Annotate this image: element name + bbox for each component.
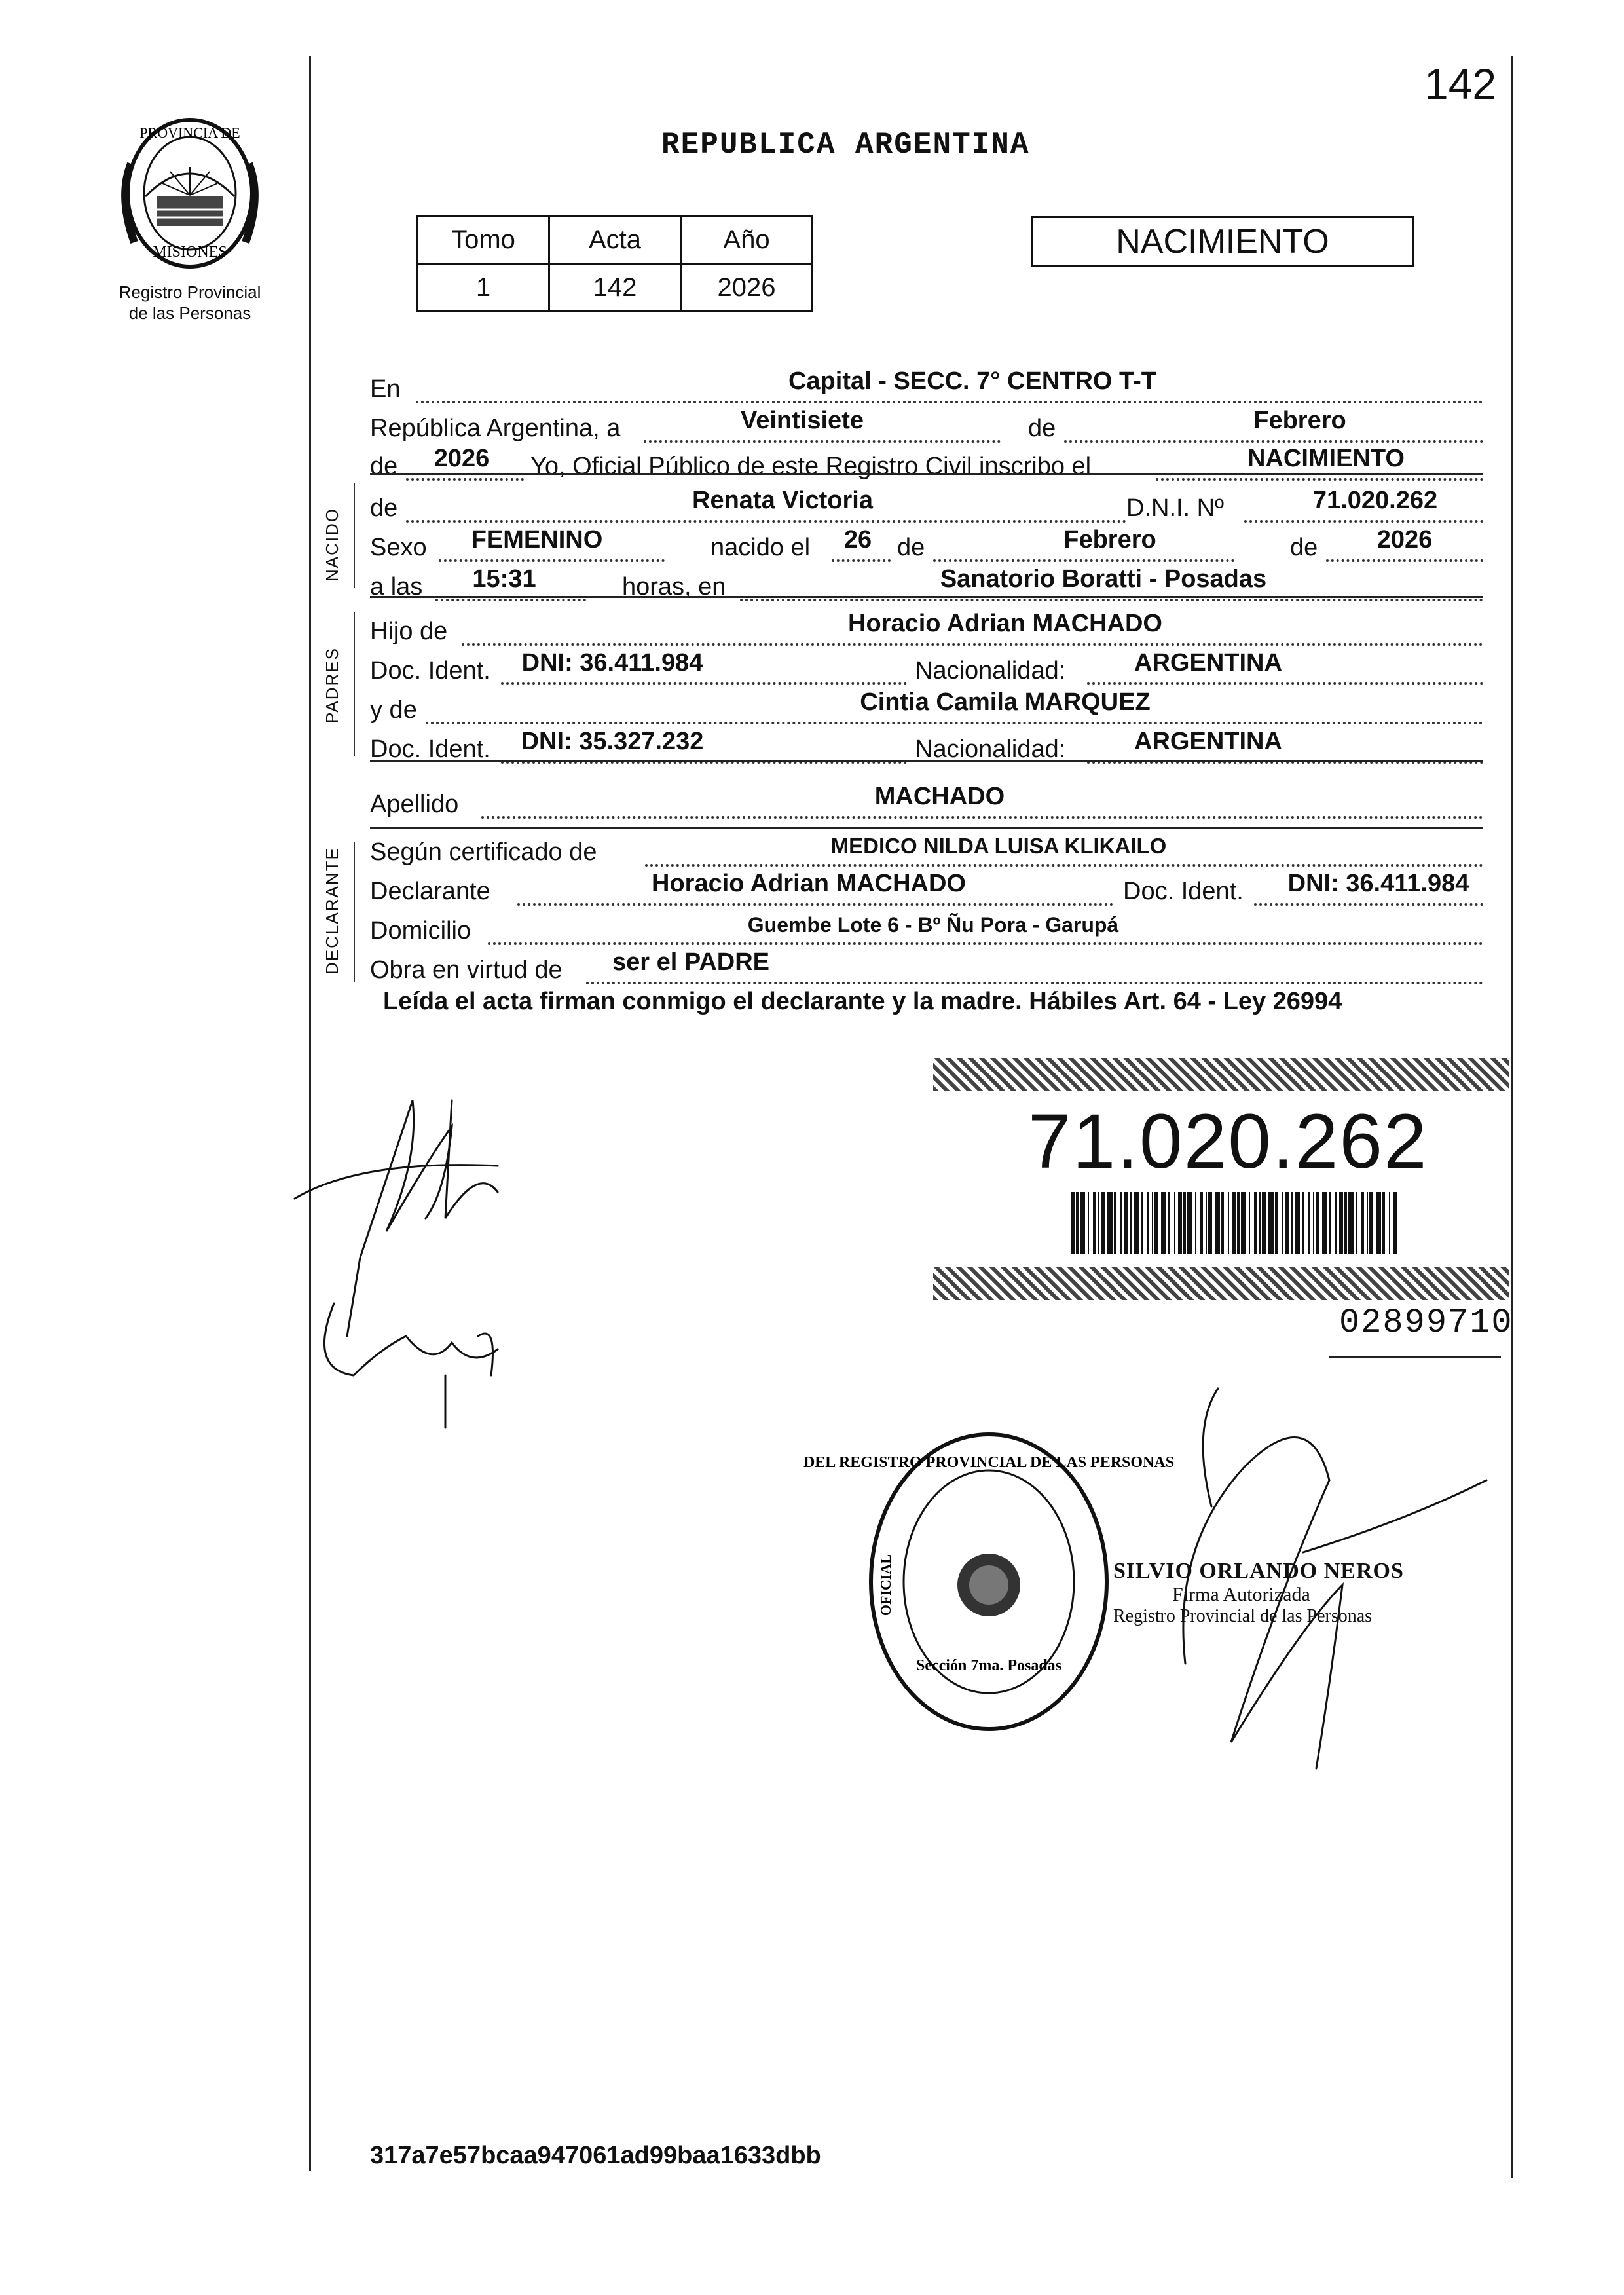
certificado-label: Según certificado de <box>370 838 597 866</box>
side-label-declarante: DECLARANTE <box>322 847 342 975</box>
section-divider <box>370 473 1483 475</box>
madre-value: Cintia Camila MARQUEZ <box>860 688 1151 716</box>
y-de-label: y de <box>370 696 417 724</box>
de-label-5: de <box>1290 534 1318 561</box>
barcode-bar <box>1282 1192 1283 1254</box>
obra-label: Obra en virtud de <box>370 956 563 984</box>
barcode-bar <box>1339 1192 1343 1254</box>
lugar-nacimiento-value: Sanatorio Boratti - Posadas <box>940 565 1267 593</box>
madre-doc-value: DNI: 35.327.232 <box>521 728 704 755</box>
certificado-value: MEDICO NILDA LUISA KLIKAILO <box>830 834 1167 858</box>
barcode-bar <box>1208 1192 1212 1254</box>
barcode-bar <box>1076 1192 1079 1254</box>
form-serial-number: 02899710 <box>1339 1303 1513 1342</box>
barcode-bar <box>1221 1192 1224 1254</box>
barcode-bar <box>1071 1192 1075 1254</box>
logo-text-bottom: MISIONES <box>153 244 227 261</box>
barcode-bar <box>1080 1192 1085 1254</box>
barcode-bar <box>1285 1192 1289 1254</box>
barcode-bar <box>1376 1192 1381 1254</box>
barcode-bar <box>1187 1192 1192 1254</box>
barcode-bar <box>1152 1192 1153 1254</box>
nacido-bracket <box>354 483 355 588</box>
padre-nac-value: ARGENTINA <box>1134 649 1282 677</box>
table-value-anio: 2026 <box>681 264 813 312</box>
barcode-bar <box>1183 1192 1186 1254</box>
lugar-value: Capital - SECC. 7° CENTRO T-T <box>788 367 1157 395</box>
declarante-bracket <box>354 842 355 982</box>
row-oficial <box>370 443 1483 485</box>
barcode-bar <box>1254 1192 1257 1254</box>
mes-value: Febrero <box>1253 407 1346 434</box>
section-divider <box>370 760 1483 762</box>
barcode-bar <box>1161 1192 1166 1254</box>
barcode-bar <box>1088 1192 1089 1254</box>
logo-text-top: PROVINCIA DE <box>139 124 240 141</box>
dni-value: 71.020.262 <box>1312 487 1438 514</box>
row-nombre <box>370 485 1483 527</box>
nacido-mes-value: Febrero <box>1063 526 1156 553</box>
barcode-bar <box>1107 1192 1113 1254</box>
barcode-bar <box>1124 1192 1128 1254</box>
nombre-value: Renata Victoria <box>692 487 873 514</box>
barcode-bar <box>1237 1192 1240 1254</box>
barcode-bar <box>1114 1192 1116 1254</box>
barcode-bar <box>1141 1192 1143 1254</box>
security-pattern-top <box>933 1058 1509 1091</box>
row-sexo <box>370 524 1483 566</box>
barcode-bar <box>1098 1192 1099 1254</box>
seal-outer-text: DEL REGISTRO PROVINCIAL DE LAS PERSONAS <box>803 1454 1175 1471</box>
nacido-label: nacido el <box>710 534 811 561</box>
barcode-bar <box>1101 1192 1105 1254</box>
barcode-bar <box>1361 1192 1364 1254</box>
barcode-bar <box>1154 1192 1158 1254</box>
padre-doc-value: DNI: 36.411.984 <box>521 649 703 677</box>
table-header-anio: Año <box>681 216 813 264</box>
barcode-bar <box>1120 1192 1122 1254</box>
barcode-bar <box>1147 1192 1149 1254</box>
signer-role: Firma Autorizada <box>1172 1584 1310 1605</box>
apellido-label: Apellido <box>370 791 459 818</box>
padres-bracket <box>354 612 355 756</box>
barcode-bar <box>1356 1192 1357 1254</box>
page-number: 142 <box>1424 60 1497 108</box>
barcode-bar <box>1215 1192 1220 1254</box>
row-fecha <box>370 405 1483 447</box>
republica-label: República Argentina, a <box>370 415 621 442</box>
barcode-bar <box>1393 1192 1397 1254</box>
domicilio-label: Domicilio <box>370 917 471 944</box>
sexo-value: FEMENINO <box>471 526 603 553</box>
doc-label-3: Doc. Ident. <box>1123 878 1244 905</box>
declarante-label: Declarante <box>370 878 490 905</box>
madre-nac-value: ARGENTINA <box>1134 728 1282 755</box>
barcode-bar <box>1329 1192 1331 1254</box>
barcode-bar <box>1322 1192 1327 1254</box>
doc-label-2: Doc. Ident. <box>370 736 490 763</box>
row-declarante <box>370 868 1483 910</box>
domicilio-value: Guembe Lote 6 - Bº Ñu Pora - Garupá <box>747 913 1119 937</box>
alas-label: a las <box>370 573 423 601</box>
barcode-bar <box>1093 1192 1096 1254</box>
barcode-bar <box>1335 1192 1337 1254</box>
de-label-4: de <box>897 534 925 561</box>
nacido-anio-value: 2026 <box>1376 526 1433 553</box>
side-label-nacido: NACIDO <box>322 507 342 582</box>
doc-label: Doc. Ident. <box>370 657 490 684</box>
row-certificado <box>370 829 1483 870</box>
table-value-tomo: 1 <box>418 264 549 312</box>
hora-value: 15:31 <box>472 565 536 593</box>
declarante-value: Horacio Adrian MACHADO <box>652 870 966 897</box>
security-pattern-bottom <box>933 1267 1509 1300</box>
nacido-dia-value: 26 <box>843 526 872 553</box>
nacionalidad-label-2: Nacionalidad: <box>915 736 1066 763</box>
barcode-bar <box>1130 1192 1132 1254</box>
barcode-bar <box>1241 1192 1246 1254</box>
row-domicilio <box>370 907 1483 949</box>
row-lugar <box>370 365 1483 407</box>
document-hash: 317a7e57bcaa947061ad99baa1633dbb <box>370 2142 821 2169</box>
authorized-signature <box>1146 1349 1500 1808</box>
barcode-bar <box>1308 1192 1310 1254</box>
barcode-bar <box>1134 1192 1139 1254</box>
barcode-bar <box>1382 1192 1385 1254</box>
institution-line-1: Registro Provincial <box>119 282 261 302</box>
barcode <box>1071 1192 1398 1254</box>
table-header-acta: Acta <box>549 216 681 264</box>
barcode-bar <box>1275 1192 1278 1254</box>
acta-reference-table <box>416 215 813 312</box>
record-type-box: NACIMIENTO <box>1031 216 1414 267</box>
institution-line-2: de las Personas <box>128 303 251 323</box>
en-label: En <box>370 375 401 403</box>
de-label-3: de <box>370 494 398 522</box>
closing-note: Leída el acta firman conmigo el declarante y la madre. Hábiles Art. 64 - Ley 26994 <box>383 988 1342 1015</box>
signer-name: SILVIO ORLANDO NEROS <box>1113 1559 1404 1583</box>
de-label-2: de <box>370 453 398 480</box>
dni-label: D.N.I. Nº <box>1126 494 1224 522</box>
signer-org: Registro Provincial de las Personas <box>1113 1606 1373 1626</box>
barcode-bar <box>1348 1192 1354 1254</box>
seal-inner-text: Sección 7ma. Posadas <box>916 1657 1061 1674</box>
padre-value: Horacio Adrian MACHADO <box>848 610 1162 637</box>
declarante-doc-value: DNI: 36.411.984 <box>1287 870 1469 897</box>
official-stamp-seal <box>803 1428 1175 1736</box>
horas-en-label: horas, en <box>622 573 726 601</box>
barcode-bar <box>1389 1192 1390 1254</box>
table-header-tomo: Tomo <box>418 216 549 264</box>
province-coat-of-arms-logo <box>105 111 275 275</box>
seal-left-text: OFICIAL <box>877 1554 894 1616</box>
nacionalidad-label: Nacionalidad: <box>915 657 1066 684</box>
table-value-acta: 142 <box>549 264 681 312</box>
barcode-bar <box>1302 1192 1304 1254</box>
barcode-bar <box>1168 1192 1170 1254</box>
tipo-value: NACIMIENTO <box>1247 445 1405 472</box>
barcode-bar <box>1316 1192 1320 1254</box>
de-label: de <box>1028 415 1056 442</box>
hijo-label: Hijo de <box>370 618 448 645</box>
sexo-label: Sexo <box>370 534 427 561</box>
barcode-bar <box>1268 1192 1274 1254</box>
institution-caption <box>85 282 295 324</box>
row-padre <box>370 608 1483 650</box>
barcode-bar <box>1174 1192 1175 1254</box>
barcode-number: 71.020.262 <box>1028 1098 1428 1185</box>
dni-barcode-sticker <box>933 1058 1509 1300</box>
barcode-bar <box>1178 1192 1182 1254</box>
barcode-bar <box>1232 1192 1236 1254</box>
row-hora-lugar <box>370 563 1483 605</box>
row-obra <box>370 946 1483 988</box>
barcode-bar <box>1344 1192 1347 1254</box>
barcode-bar <box>1249 1192 1250 1254</box>
barcode-bar <box>1369 1192 1373 1254</box>
section-divider <box>370 596 1483 598</box>
barcode-bar <box>1262 1192 1266 1254</box>
oficial-text: Yo, Oficial Público de este Registro Civil inscribo el <box>530 453 1092 480</box>
barcode-bar <box>1367 1192 1368 1254</box>
document-title: REPUBLICA ARGENTINA <box>661 128 1030 162</box>
declarant-signature <box>282 1061 583 1389</box>
row-padre-doc <box>370 647 1483 689</box>
barcode-bar <box>1259 1192 1261 1254</box>
barcode-bar <box>1228 1192 1229 1254</box>
row-apellido <box>370 781 1483 823</box>
row-madre <box>370 686 1483 728</box>
apellido-value: MACHADO <box>874 783 1005 810</box>
anio-value: 2026 <box>434 445 490 472</box>
barcode-bar <box>1200 1192 1203 1254</box>
barcode-bar <box>1295 1192 1300 1254</box>
side-label-padres: PADRES <box>322 647 342 724</box>
right-margin-line <box>1511 56 1513 2178</box>
barcode-bar <box>1206 1192 1207 1254</box>
barcode-bar <box>1313 1192 1314 1254</box>
dia-letras-value: Veintisiete <box>741 407 864 434</box>
obra-value: ser el PADRE <box>612 948 770 976</box>
barcode-bar <box>1195 1192 1196 1254</box>
barcode-bar <box>1291 1192 1293 1254</box>
